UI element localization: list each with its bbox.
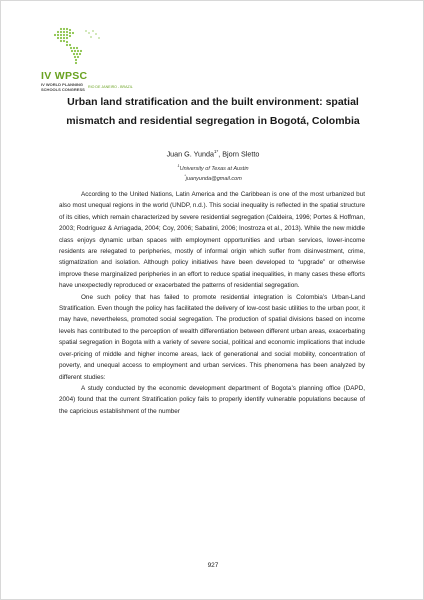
- paragraph: A study conducted by the economic development department of Bogota’s planning office (DAPD, 2004) found that the current Stratification policy fails to properly identify vulnerable populations because of the capricious establishment of the number: [59, 384, 365, 415]
- author-name: Juan G. Yunda: [166, 149, 214, 159]
- paragraph: One such policy that has failed to promote residential integration is Colombia’s Urban-Land Stratification. Even though the policy has facilitated the delivery of low-cost basic utilities to the urban poor, it may have, nevertheless, promoted social segregation. The production of spatial divisions based on income levels has contributed to the perception of wealth differentiation between different urban areas, exacerbating spatial segregation in Bogota with a variety of severe social, political and economic implications that include over-pricing of middle and higher income areas, lack of generational and social mobility, concentration of poverty, and unequal access to employment and urban services. This phenomena has been analyzed by different studies:: [59, 293, 365, 381]
- affiliation-text: University of Texas at Austin: [179, 165, 249, 172]
- affiliation-mark: 1: [177, 163, 180, 168]
- email-text: juanyunda@gmail.com: [185, 175, 242, 182]
- logo-place: RIO DE JANEIRO - BRAZIL: [88, 85, 133, 89]
- logo-subtitle-line1: IV WORLD PLANNING: [41, 82, 83, 87]
- americas-map-icon: [41, 23, 111, 69]
- logo-subtitle-line2: SCHOOLS CONGRESS: [41, 86, 85, 92]
- paper-title: [21, 93, 405, 131]
- page-number: 927: [207, 562, 219, 569]
- author-name: Bjorn Sletto: [222, 149, 260, 159]
- body-text: [59, 189, 365, 417]
- author-marks: 1*: [214, 149, 219, 154]
- title-line-2: mismatch and residential segregation in Bogotá, Colombia: [66, 115, 360, 127]
- author-list: [1, 149, 424, 158]
- affiliation: [1, 163, 424, 172]
- author-email: [1, 173, 424, 182]
- title-line-1: Urban land stratification and the built environment: spatial: [67, 96, 359, 108]
- paragraph: According to the United Nations, Latin America and the Caribbean is one of the most urbanized but also most unequal regions in the world (UNDP, n.d.). This social inequality is reflected in the spatial structure of its cities, which remain characterized by severe residential segregation (Caldeira, 1996; Portes & Hoffman, 2003; Rodríguez & Arriagada, 2004; Coy, 2006; Sabatini, 2006; Inostroza et al., 2013). While the new middle class enjoys dynamic urban spaces with employment opportunities and urban services, lower-income residents are relegated to peripheries, mostly of informal origin which suffer from disinvestment, crime, stigmatization and isolation. Although policy initiatives have been developed to “upgrade” or otherwise improve these marginalized peripheries in an effort to reduce spatial inequalities, in many cases these efforts have unexpectedly reproduced or exacerbated the patterns of residential segregation.: [59, 191, 365, 290]
- logo-subtitle: [41, 83, 85, 92]
- logo-title: IV WPSC: [41, 70, 88, 82]
- congress-logo: [41, 23, 151, 91]
- email-mark: *: [184, 173, 186, 178]
- author-separator: ,: [218, 149, 223, 159]
